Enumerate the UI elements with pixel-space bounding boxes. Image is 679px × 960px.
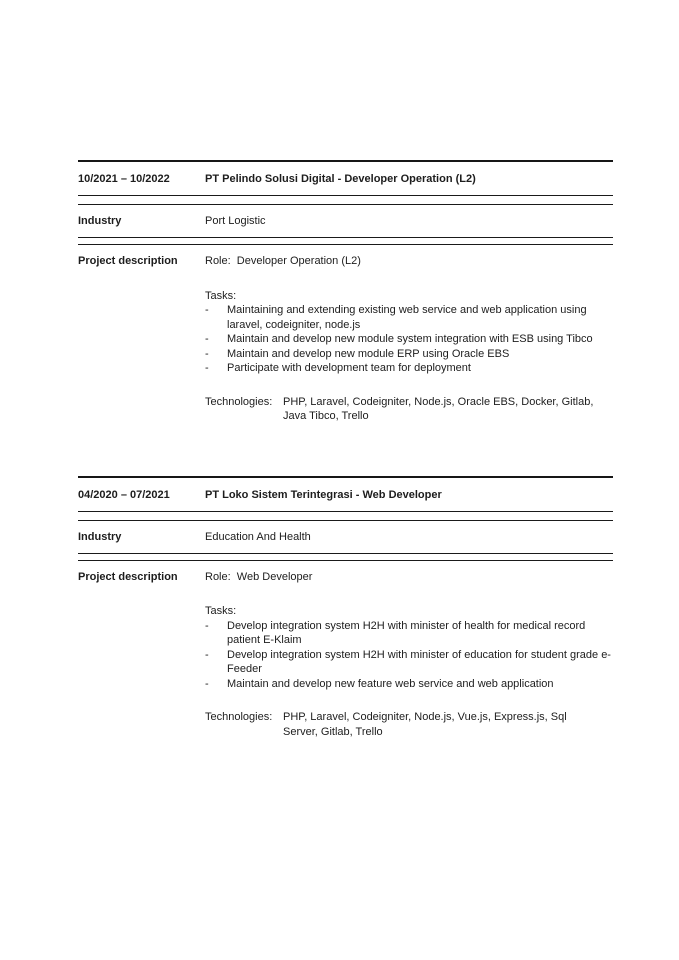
task-text: Maintain and develop new module ERP using Oracle EBS (227, 347, 510, 360)
project-description-content (205, 254, 613, 424)
tasks-heading: Tasks: (205, 289, 237, 302)
tasks-list (205, 303, 613, 376)
industry-row (78, 204, 613, 238)
technologies-label: Technologies: (205, 711, 273, 723)
task-item (205, 619, 613, 648)
task-item (205, 648, 613, 677)
entry-period: 10/2021 – 10/2022 (78, 173, 170, 185)
entry-header-row (78, 162, 613, 196)
bullet-dash: - (205, 619, 209, 632)
task-item (205, 677, 613, 692)
technologies-line (205, 710, 613, 739)
task-item (205, 347, 613, 362)
industry-label: Industry (78, 215, 122, 227)
technologies-value: PHP, Laravel, Codeigniter, Node.js, Oracle EBS, Docker, Gitlab, Java Tibco, Trello (283, 395, 594, 422)
bullet-dash: - (205, 347, 209, 360)
entry-header-row (78, 478, 613, 512)
task-item (205, 332, 613, 347)
industry-label: Industry (78, 530, 122, 543)
bullet-dash: - (205, 304, 209, 316)
role-line: Role: Developer Operation (L2) (205, 255, 361, 267)
entry-title: PT Pelindo Solusi Digital - Developer Operation (L2) (205, 173, 476, 185)
task-text: Participate with development team for deployment (227, 362, 471, 374)
role-line: Role: Web Developer (205, 570, 313, 583)
bullet-dash: - (205, 648, 209, 661)
task-text: Maintaining and extending existing web service and web application using laravel, codeigniter, node.js (227, 304, 587, 331)
project-description-content (205, 570, 613, 740)
task-item (205, 303, 613, 332)
project-description-row (78, 244, 613, 424)
project-description-label: Project description (78, 570, 178, 583)
task-item (205, 361, 613, 376)
tasks-heading: Tasks: (205, 605, 237, 617)
entry-title: PT Loko Sistem Terintegrasi - Web Developer (205, 488, 442, 501)
tasks-list (205, 619, 613, 692)
industry-value: Port Logistic (205, 215, 266, 227)
technologies-label: Technologies: (205, 395, 273, 408)
experience-entry-2 (78, 476, 613, 740)
task-text: Maintain and develop new feature web service and web application (227, 677, 554, 690)
technologies-line (205, 395, 613, 424)
bullet-dash: - (205, 333, 209, 345)
industry-value: Education And Health (205, 530, 311, 543)
task-text: Develop integration system H2H with minister of education for student grade e-Feeder (227, 648, 611, 675)
bullet-dash: - (205, 677, 209, 690)
industry-row (78, 520, 613, 554)
task-text: Develop integration system H2H with minister of health for medical record patient E-Klaim (227, 619, 586, 646)
task-text: Maintain and develop new module system integration with ESB using Tibco (227, 333, 593, 345)
project-description-row (78, 560, 613, 740)
project-description-label: Project description (78, 255, 178, 267)
bullet-dash: - (205, 362, 209, 374)
technologies-value: PHP, Laravel, Codeigniter, Node.js, Vue.js, Express.js, Sql Server, Gitlab, Trello (283, 711, 567, 738)
entry-period: 04/2020 – 07/2021 (78, 488, 170, 501)
experience-entry-1 (78, 160, 613, 424)
